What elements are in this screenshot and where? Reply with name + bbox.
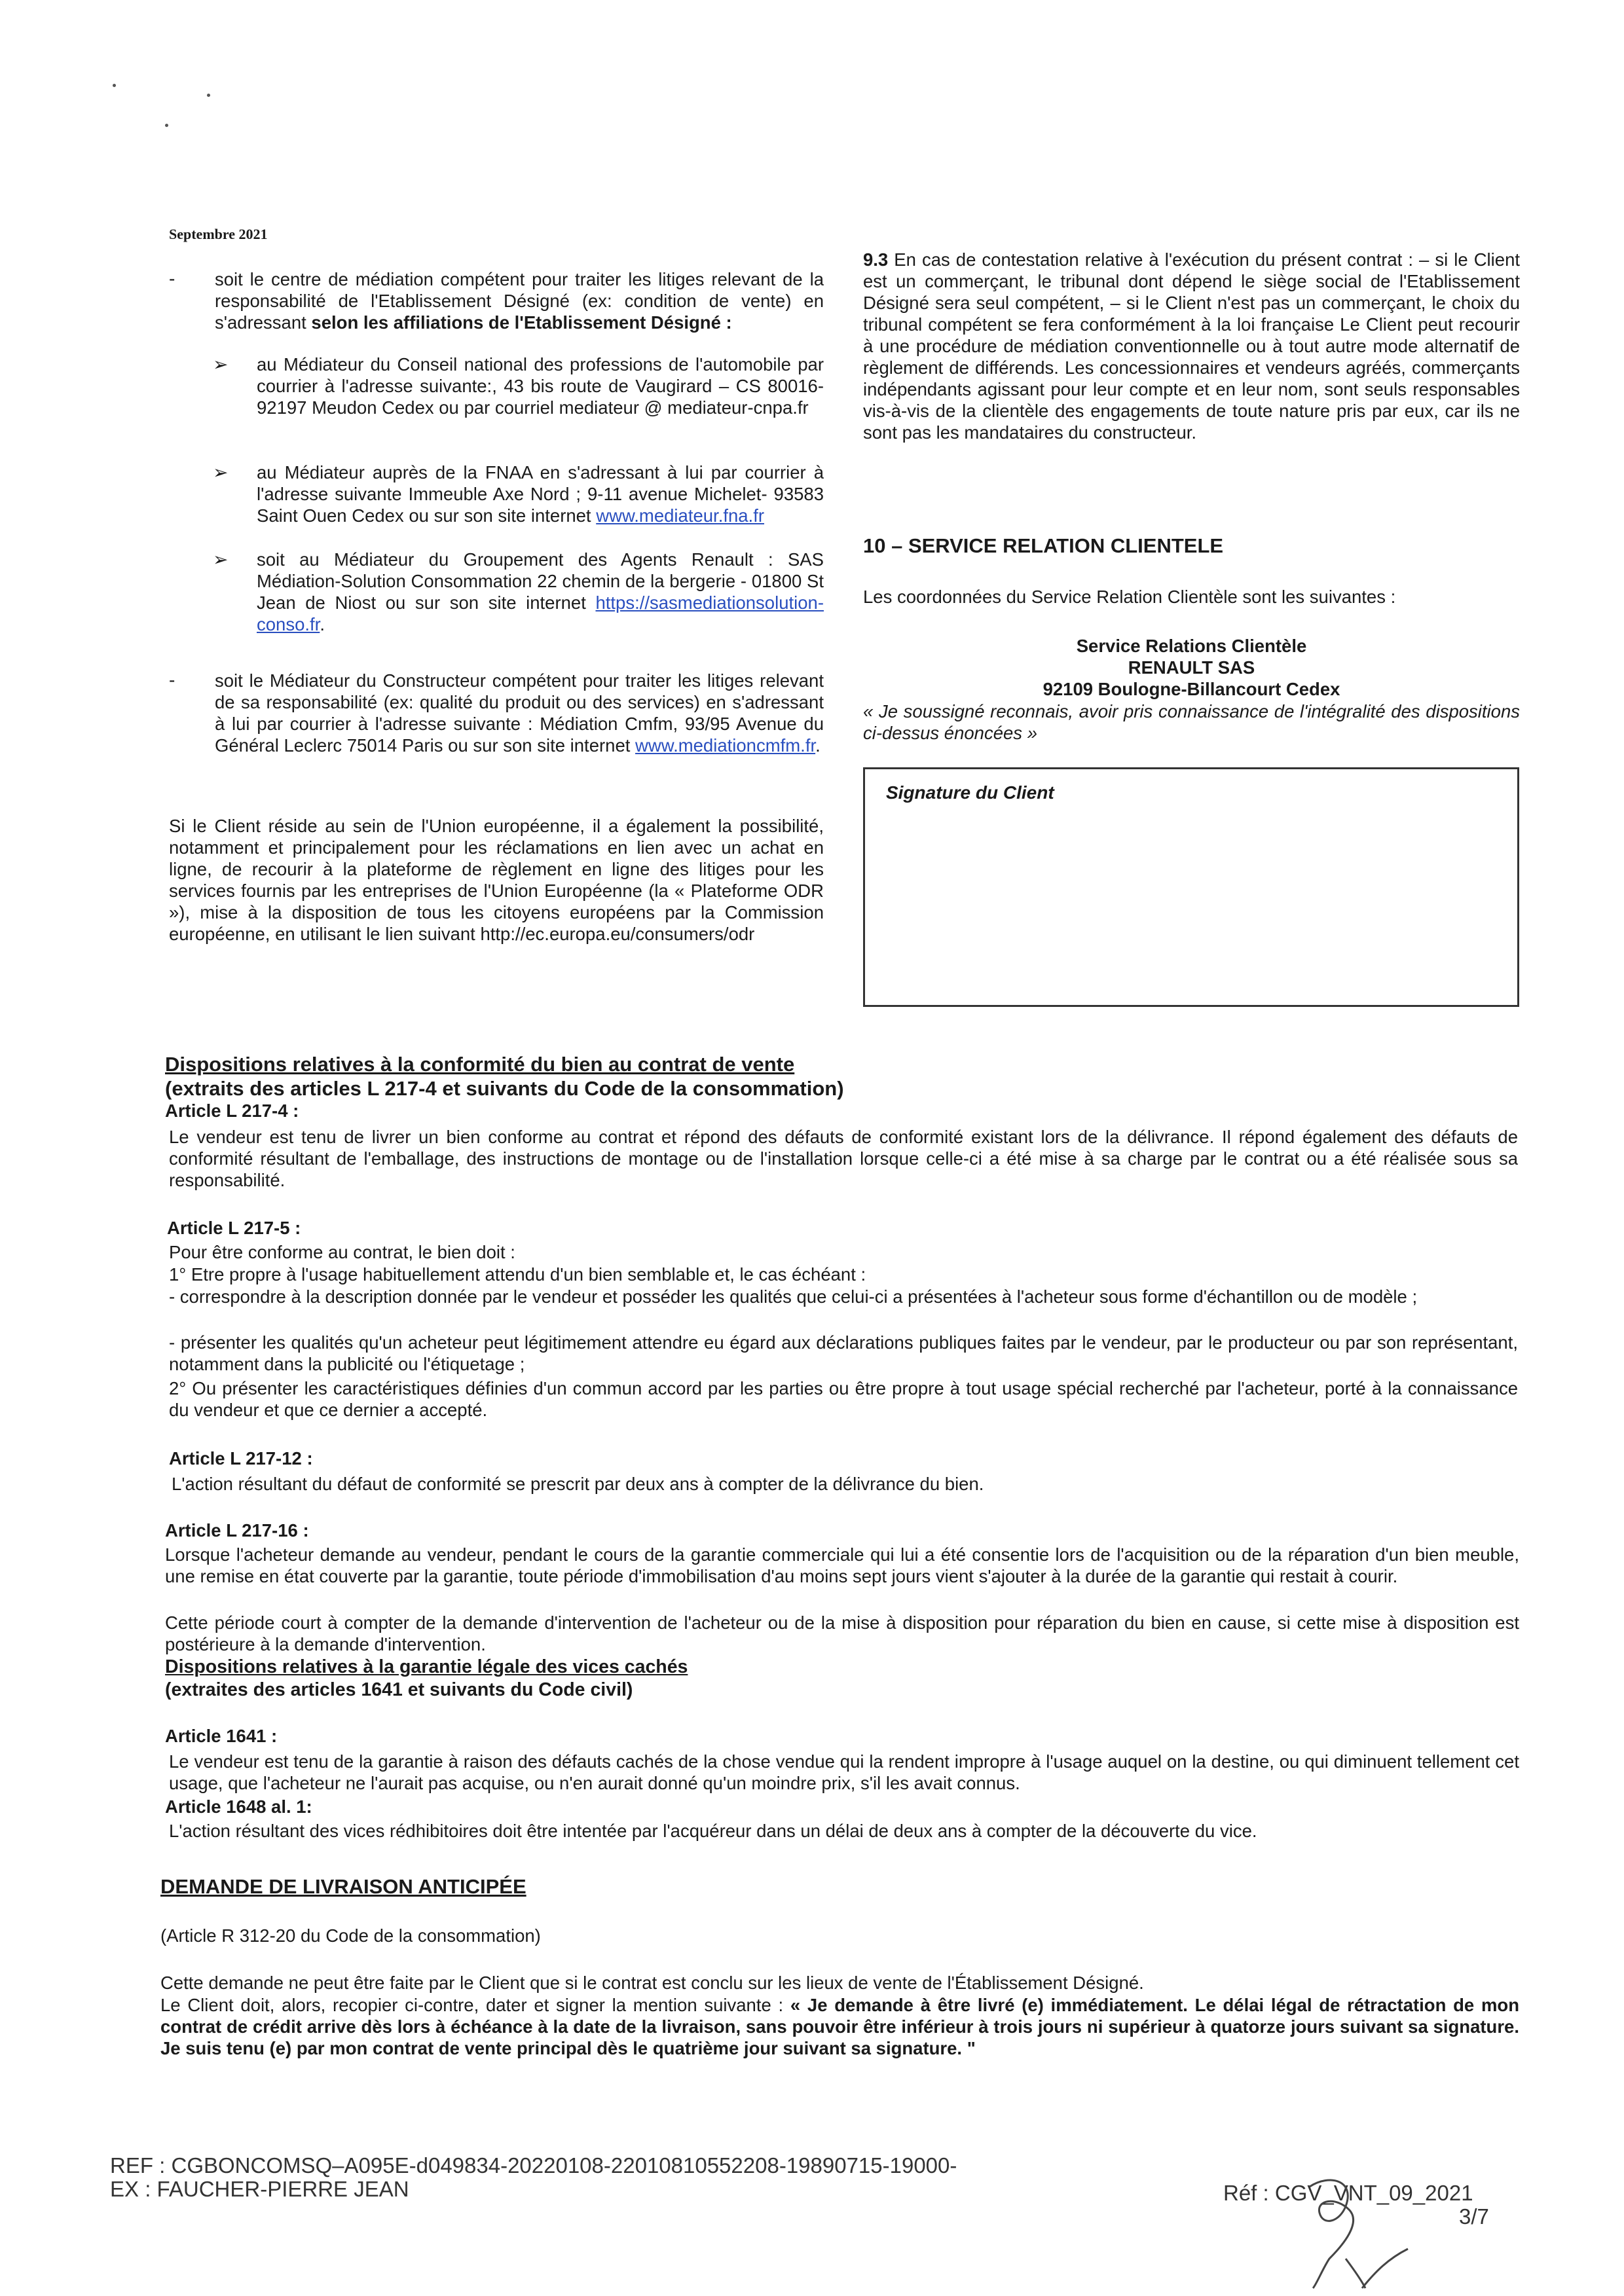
- mediator-fnaa-text: au Médiateur auprès de la FNAA en s'adressant à lui par courrier à l'adresse suivante Immeuble Axe Nord ; 9-11 avenue Michelet- 93583 Saint Ouen Cedex ou sur son site internet: [257, 462, 824, 526]
- article-l217-5-title: Article L 217-5 :: [167, 1218, 301, 1238]
- scan-speck: [207, 94, 210, 97]
- client-signature-box[interactable]: [863, 767, 1519, 1007]
- article-9-3-number: 9.3: [863, 249, 889, 270]
- mediator-fnaa: [257, 462, 824, 526]
- acknowledgement-quote: « Je soussigné reconnais, avoir pris connaissance de l'intégralité des dispositions ci-dessus énoncées »: [863, 701, 1520, 743]
- arrow-bullet-icon: ➢: [213, 462, 229, 483]
- address-line-3: 92109 Boulogne-Billancourt Cedex: [1043, 679, 1340, 699]
- article-l217-12-text: L'action résultant du défaut de conformité se prescrit par deux ans à compter de la délivrance du bien.: [172, 1474, 984, 1494]
- article-l217-16-para-1: Lorsque l'acheteur demande au vendeur, pendant le cours de la garantie commerciale qui lui a été consentie lors de l'acquisition ou de la réparation d'un bien meuble, une remise en état couverte par la garantie, toute période d'immobilisation d'au moins sept jours vient s'ajouter à la durée de la garantie qui restait à courir.: [165, 1544, 1519, 1586]
- section-10-intro: Les coordonnées du Service Relation Clientèle sont les suivantes :: [863, 587, 1396, 607]
- mediation-item-1: [215, 268, 824, 333]
- bullet-dash: -: [169, 268, 175, 289]
- mediation-item-1-bold: selon les affiliations de l'Etablissement Désigné :: [311, 312, 732, 333]
- conformity-subtitle: (extraits des articles L 217-4 et suivants du Code de la consommation): [165, 1077, 844, 1100]
- article-1648-text: L'action résultant des vices rédhibitoires doit être intentée par l'acquéreur dans un délai de deux ans à compter de la découverte du vice.: [169, 1821, 1257, 1841]
- early-delivery-instruction: Le Client doit, alors, recopier ci-contre, dater et signer la mention suivante :: [160, 1995, 784, 2015]
- article-9-3-text: En cas de contestation relative à l'exécution du présent contrat : – si le Client est un commerçant, le tribunal dont dépend le siège social de l'Etablissement Désigné sera seul compétent, – si le Client n'est pas un commerçant, le choix du tribunal compétent se fera conformément à la loi française Le Client peut recourir à une procédure de médiation conventionnelle ou à tout autre mode alternatif de règlement de différends. Les concessionnaires et vendeurs agréés, commerçants indépendants agissant pour leur compte et en leur nom, sont seuls responsables vis-à-vis de la clientèle des engagements de toute nature pris par eux, car ils ne sont pas les mandataires du constructeur.: [863, 249, 1521, 443]
- page-date: Septembre 2021: [169, 226, 268, 242]
- section-10-title: 10 – SERVICE RELATION CLIENTELE: [863, 534, 1224, 557]
- mediator-renault-link[interactable]: https://sasmediationsolution-conso.fr: [257, 592, 824, 634]
- article-l217-16-para-2: Cette période court à compter de la demande d'intervention de l'acheteur ou de la mise à disposition pour réparation du bien en cause, si cette mise à disposition est postérieure à la demande d'intervention.: [165, 1613, 1519, 1654]
- address-line-1: Service Relations Clientèle: [1076, 636, 1307, 656]
- odr-paragraph: Si le Client réside au sein de l'Union européenne, il a également la possibilité, notamment et principalement pour les réclamations en lien avec un achat en ligne, de recourir à la plateforme de règlement en ligne des litiges pour les services fournis par les entreprises de l'Union Européenne (la « Plateforme ODR »), mise à la disposition de tous les citoyens européens par la Commission européenne, en utilisant le lien suivant http://ec.europa.eu/consumers/odr: [169, 816, 824, 944]
- hidden-defects-title: Dispositions relatives à la garantie légale des vices cachés: [165, 1656, 688, 1677]
- client-service-address: [863, 635, 1520, 700]
- document-reference: Réf : CGV_VNT_09_2021: [1223, 2181, 1473, 2205]
- arrow-bullet-icon: ➢: [213, 354, 229, 374]
- article-l217-5-line-1: Pour être conforme au contrat, le bien doit :: [169, 1242, 515, 1262]
- article-l217-4-title: Article L 217-4 :: [165, 1101, 299, 1121]
- article-1641-text: Le vendeur est tenu de la garantie à raison des défauts cachés de la chose vendue qui la rendent impropre à l'usage auquel on la destine, ou qui diminuent tellement cet usage, que l'acheteur ne l'aurait pas acquise, ou n'en aurait donné qu'un moindre prix, s'il les avait connus.: [169, 1751, 1519, 1793]
- article-l217-4-text: Le vendeur est tenu de livrer un bien conforme au contrat et répond des défauts de conformité existant lors de la délivrance. Il répond également des défauts de conformité résultant de l'emballage, des instructions de montage ou de l'installation lorsque celle-ci a été mise à sa charge par le contrat ou a été réalisée sous sa responsabilité.: [169, 1127, 1518, 1190]
- article-l217-5-line-4: - présenter les qualités qu'un acheteur peut légitimement attendre eu égard aux déclarations publiques faites par le vendeur, par le producteur ou par son représentant, notamment dans la publicité ou l'étiquetage ;: [169, 1332, 1518, 1374]
- handwritten-initials: [1283, 2160, 1414, 2291]
- bullet-dash: -: [169, 670, 175, 690]
- scan-speck: [165, 124, 168, 127]
- signature-label: Signature du Client: [886, 782, 1054, 803]
- mediation-item-1-text: soit le centre de médiation compétent pour traiter les litiges relevant de la responsabilité de l'Etablissement Désigné (ex: condition de vente) en s'adressant: [215, 269, 824, 333]
- article-1648-title: Article 1648 al. 1:: [165, 1796, 312, 1817]
- early-delivery-ref: (Article R 312-20 du Code de la consommation): [160, 1925, 541, 1946]
- mediation-item-2-text: soit le Médiateur du Constructeur compétent pour traiter les litiges relevant de sa responsabilité (ex: qualité du produit ou des services) en s'adressant à lui par courrier à l'adresse suivante : Médiation Cmfm, 93/95 Avenue du Général Leclerc 75014 Paris ou sur son site internet: [215, 670, 824, 756]
- footer-customer: EX : FAUCHER-PIERRE JEAN: [110, 2177, 409, 2201]
- mediator-renault-text: soit au Médiateur du Groupement des Agents Renault : SAS Médiation-Solution Consommation 22 chemin de la bergerie - 01800 St Jean de Niost ou sur son site internet: [257, 549, 824, 613]
- arrow-bullet-icon: ➢: [213, 549, 229, 570]
- article-l217-16-title: Article L 217-16 :: [165, 1520, 309, 1540]
- mediator-cnpa: au Médiateur du Conseil national des professions de l'automobile par courrier à l'adresse suivante:, 43 bis route de Vaugirard – CS 80016- 92197 Meudon Cedex ou par courriel mediateur @ mediateur-cnpa.fr: [257, 354, 824, 418]
- early-delivery-para-2: [160, 1994, 1519, 2059]
- address-line-2: RENAULT SAS: [1128, 657, 1255, 678]
- article-9-3: [863, 249, 1520, 443]
- article-l217-5-line-3: - correspondre à la description donnée par le vendeur et posséder les qualités que celui-ci a présentées à l'acheteur sous forme d'échantillon ou de modèle ;: [169, 1286, 1418, 1307]
- article-1641-title: Article 1641 :: [165, 1726, 278, 1746]
- mediator-renault-agents: soit au Médiateur du Groupement des Agents Renault : SAS Médiation-Solution Consommation 22 chemin de la bergerie - 01800 St Jean de Niost ou sur son site internet https://sasmediationsolution-conso.fr.: [257, 549, 824, 634]
- mediation-cmfm-link[interactable]: www.mediationcmfm.fr: [635, 735, 816, 756]
- article-l217-5-line-5: 2° Ou présenter les caractéristiques définies d'un commun accord par les parties ou être propre à tout usage spécial recherché par l'acheteur, porté à la connaissance du vendeur et que ce dernier a accepté.: [169, 1378, 1518, 1420]
- conformity-title: Dispositions relatives à la conformité du bien au contrat de vente: [165, 1053, 795, 1076]
- early-delivery-para-1: Cette demande ne peut être faite par le Client que si le contrat est conclu sur les lieux de vente de l'Établissement Désigné.: [160, 1973, 1144, 1993]
- early-delivery-mention: « Je demande à être livré (e) immédiatement. Le délai légal de rétractation de mon contrat de crédit arrive dès lors à échéance à la date de la livraison, sans pouvoir être inférieur à trois jours ni supérieur à quatorze jours suivant sa signature. Je suis tenu (e) par mon contrat de vente principal dès le quatrième jour suivant sa signature. ": [160, 1995, 1519, 2058]
- footer-reference: REF : CGBONCOMSQ–A095E-d049834-20220108-22010810552208-19890715-19000-: [110, 2153, 957, 2178]
- article-l217-5-line-2: 1° Etre propre à l'usage habituellement attendu d'un bien semblable et, le cas échéant :: [169, 1264, 866, 1285]
- mediation-item-2: soit le Médiateur du Constructeur compétent pour traiter les litiges relevant de sa responsabilité (ex: qualité du produit ou des services) en s'adressant à lui par courrier à l'adresse suivante : Médiation Cmfm, 93/95 Avenue du Général Leclerc 75014 Paris ou sur son site internet www.mediationcmfm.fr.: [215, 670, 824, 756]
- page-number: 3/7: [1459, 2204, 1489, 2229]
- article-l217-12-title: Article L 217-12 :: [169, 1448, 313, 1468]
- hidden-defects-subtitle: (extraites des articles 1641 et suivants du Code civil): [165, 1679, 633, 1700]
- scan-speck: [113, 84, 116, 87]
- mediator-fnaa-link[interactable]: www.mediateur.fna.fr: [596, 505, 764, 526]
- early-delivery-title: DEMANDE DE LIVRAISON ANTICIPÉE: [160, 1875, 526, 1898]
